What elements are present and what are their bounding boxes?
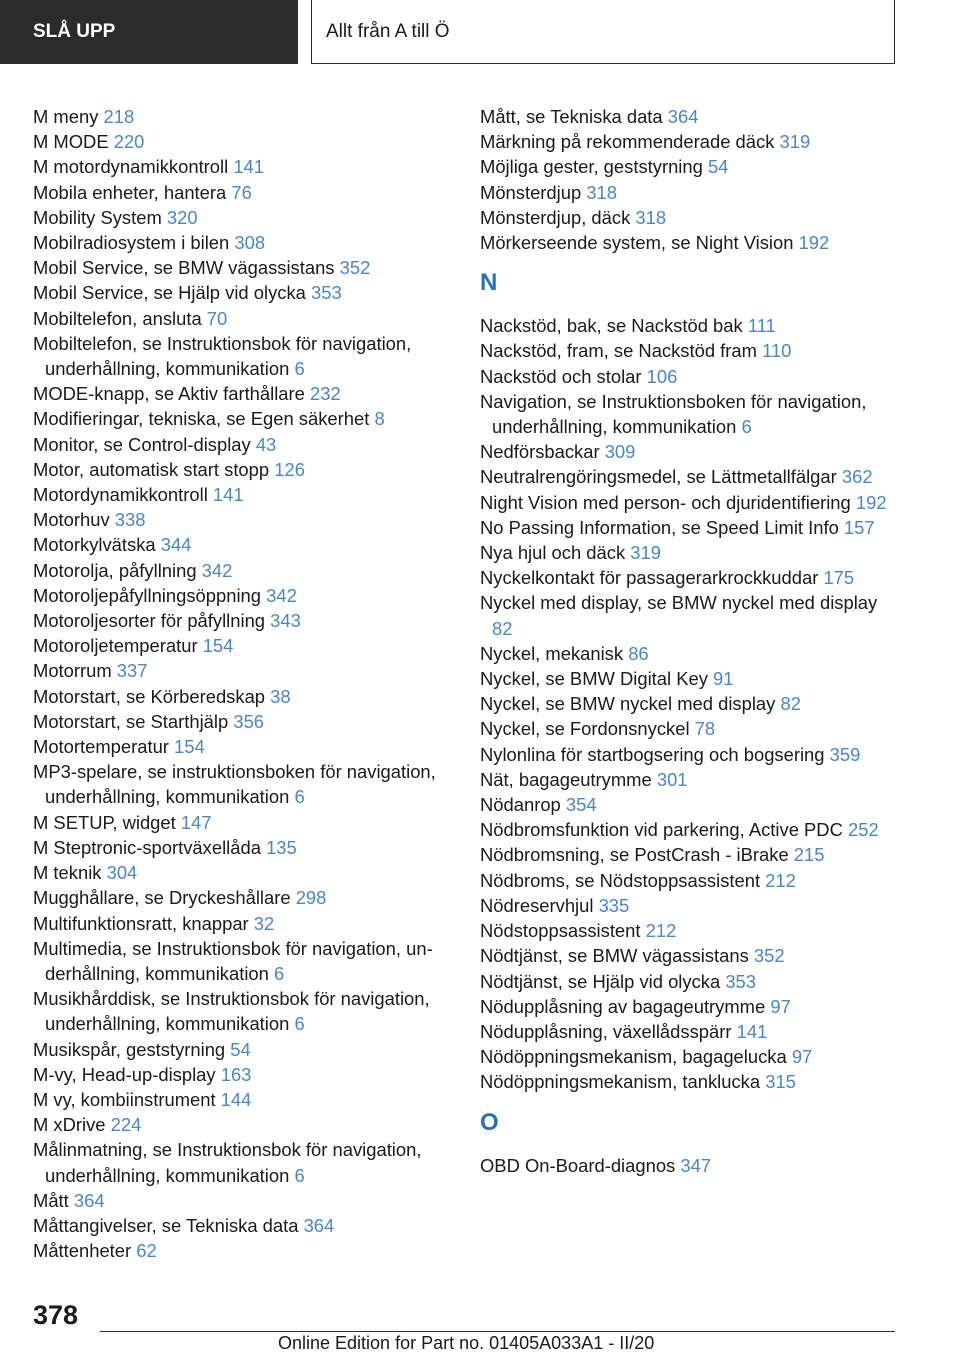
index-entry — [33, 1112, 453, 1137]
index-entry-term: Nödreservhjul — [480, 894, 599, 916]
page-reference-link[interactable]: 320 — [166, 206, 198, 228]
index-entry — [480, 313, 900, 338]
index-entry — [480, 792, 900, 817]
page-reference-link[interactable]: 70 — [206, 307, 228, 329]
page-reference-link[interactable]: 352 — [339, 257, 371, 279]
index-entry-term: Nyckel, se BMW Digital Key — [480, 668, 713, 690]
index-entry — [33, 608, 453, 633]
index-entry-term: Nackstöd, fram, se Nackstöd fram — [480, 340, 763, 362]
index-entry — [33, 583, 453, 608]
index-entry-term: Nyckel, mekanisk — [480, 642, 629, 664]
index-entry — [33, 885, 453, 910]
page-reference-link[interactable]: 32 — [253, 912, 275, 934]
index-entry — [33, 205, 453, 230]
index-entry — [33, 911, 453, 936]
index-entry-term: Mugghållare, se Dryckeshållare — [33, 887, 296, 909]
index-entry — [33, 1062, 453, 1087]
index-entry-term: Nödtjänst, se BMW vägassistans — [480, 945, 754, 967]
index-entry — [480, 490, 900, 515]
page-reference-link[interactable]: 147 — [180, 811, 212, 833]
index-entry-term: Måttangivelser, se Tekniska data — [33, 1214, 304, 1236]
index-entry — [480, 868, 900, 893]
index-column-left — [33, 104, 453, 1263]
index-entry — [33, 331, 453, 381]
index-entry-term: Motorolja, påfyllning — [33, 559, 202, 581]
index-entry-term: Motor, automatisk start stopp — [33, 458, 275, 480]
page-reference-link[interactable]: 352 — [753, 945, 785, 967]
page-reference-link[interactable]: 6 — [274, 962, 285, 984]
index-entry-term: M SETUP, widget — [33, 811, 181, 833]
index-entry-term: M teknik — [33, 862, 107, 884]
index-entry-term: Märkning på rekommenderade däck — [480, 131, 780, 153]
page-reference-link[interactable]: 8 — [374, 408, 385, 430]
page-reference-link[interactable]: 54 — [707, 156, 729, 178]
index-entry-term: Mönsterdjup, däck — [480, 206, 636, 228]
page-reference-link[interactable]: 364 — [667, 106, 699, 127]
page-reference-link[interactable]: 212 — [765, 869, 796, 891]
page-reference-link[interactable]: 220 — [113, 131, 145, 153]
page-reference-link[interactable]: 6 — [294, 786, 305, 808]
index-entry-term: Mobility System — [33, 206, 167, 228]
index-entry-term: Multimedia, se Instruktionsbok för navigation, underhållning, kommunikation — [33, 937, 433, 984]
index-entry-term: Musikspår, geststyrning — [33, 1038, 231, 1060]
tab-lookup[interactable]: SLÅ UPP — [0, 0, 298, 64]
index-entry — [480, 364, 900, 389]
index-entry-term: M MODE — [33, 131, 114, 153]
index-entry-term: M motordynamikkontroll — [33, 156, 234, 178]
index-entry — [33, 180, 453, 205]
page-reference-link[interactable]: 154 — [174, 736, 205, 758]
edition-text: Online Edition for Part no. 01405A033A1 - II/20 — [278, 1333, 655, 1353]
page-reference-link[interactable]: 298 — [295, 887, 327, 909]
page-reference-link[interactable]: 364 — [73, 1189, 105, 1211]
index-entry-term: Multifunktionsratt, knappar — [33, 912, 254, 934]
index-entry — [480, 641, 900, 666]
index-entry-term: M xDrive — [33, 1114, 111, 1136]
index-entry — [33, 1087, 453, 1112]
index-entry — [480, 1019, 900, 1044]
index-entry-term: Mobila enheter, hantera — [33, 181, 232, 203]
page-number: 378 — [33, 1300, 79, 1330]
page-reference-link[interactable]: 175 — [823, 567, 855, 589]
index-entry — [480, 154, 900, 179]
index-entry-term: Mått — [33, 1189, 74, 1211]
index-entry — [480, 742, 900, 767]
index-entry-term: Motorstart, se Körberedskap — [33, 685, 271, 707]
index-entry-term: Mobil Service, se BMW vägassistans — [33, 257, 340, 279]
index-entry-term: Motoroljetemperatur — [33, 635, 203, 657]
index-entry — [480, 515, 900, 540]
page-reference-link[interactable]: 353 — [311, 282, 342, 304]
page-reference-link[interactable]: 354 — [565, 794, 597, 816]
index-entry — [480, 338, 900, 363]
page-reference-link[interactable]: 319 — [630, 542, 661, 564]
page-reference-link[interactable]: 97 — [770, 995, 791, 1017]
page-reference-link[interactable]: 301 — [656, 768, 688, 790]
index-entry — [33, 1137, 453, 1187]
index-entry-term: Night Vision med person- och djuridentifiering — [480, 491, 856, 513]
page-reference-link[interactable]: 76 — [231, 181, 252, 203]
index-entry — [480, 540, 900, 565]
index-entry — [480, 918, 900, 943]
index-entry-term: Nödanrop — [480, 794, 566, 816]
index-entry-term: Nödtjänst, se Hjälp vid olycka — [480, 970, 726, 992]
index-entry — [480, 691, 900, 716]
index-group-n — [480, 313, 900, 1094]
index-entry-term: Mobiltelefon, se Instruktionsbok för navigation, underhållning, kommunikation — [33, 332, 412, 380]
index-entry-term: Nya hjul och däck — [480, 542, 631, 564]
index-entry-term: Nyckel, se BMW nyckel med display — [480, 693, 781, 715]
page-reference-link[interactable]: 362 — [841, 466, 873, 488]
index-entry — [33, 280, 453, 305]
index-entry-term: Nödbroms, se Nödstoppsassistent — [480, 869, 766, 891]
index-entry-term: No Passing Information, se Speed Limit Info — [480, 516, 844, 538]
index-entry — [33, 709, 453, 734]
index-entry-term: Motoroljepåfyllningsöppning — [33, 584, 267, 606]
index-entry — [33, 1188, 453, 1213]
index-entry-term: Modifieringar, tekniska, se Egen säkerhet — [33, 408, 375, 430]
index-entry-term: Nödöppningsmekanism, bagagelucka — [480, 1046, 792, 1068]
index-entry-term: Mobiltelefon, ansluta — [33, 307, 207, 329]
page-reference-link[interactable]: 126 — [274, 458, 305, 480]
index-entry-term: Nackstöd, bak, se Nackstöd bak — [480, 315, 748, 337]
page-reference-link[interactable]: 163 — [220, 1063, 252, 1085]
index-group-m — [480, 104, 900, 255]
index-column-right — [480, 104, 900, 1178]
index-entry — [33, 482, 453, 507]
index-entry — [33, 633, 453, 658]
index-entry — [33, 759, 453, 809]
index-entry-term: Motorrum — [33, 660, 117, 682]
page-reference-link[interactable]: 6 — [294, 1013, 305, 1035]
index-entry-term: Nackstöd och stolar — [480, 365, 647, 387]
page-reference-link[interactable]: 347 — [680, 1154, 712, 1176]
index-entry — [480, 590, 900, 640]
index-entry-term: Nödstoppsassistent — [480, 920, 646, 942]
page-reference-link[interactable]: 308 — [234, 232, 266, 254]
page-reference-link[interactable]: 353 — [725, 970, 757, 992]
page-reference-link[interactable]: 335 — [598, 894, 630, 916]
page-reference-link[interactable]: 86 — [628, 642, 649, 664]
index-entry — [480, 1069, 900, 1094]
index-entry — [33, 432, 453, 457]
index-entry — [480, 129, 900, 154]
index-entry-term: Nyckel, se Fordonsnyckel — [480, 718, 695, 740]
index-entry-term: M Steptronic-sportväxellåda — [33, 836, 267, 858]
index-entry-term: Neutralrengöringsmedel, se Lättmetallfälgar — [480, 466, 842, 488]
page-reference-link[interactable]: 218 — [103, 106, 135, 127]
index-entry — [480, 666, 900, 691]
section-letter-o: O — [480, 1108, 499, 1136]
index-entry — [480, 893, 900, 918]
index-entry-term: Nödbromsning, se PostCrash - iBrake — [480, 844, 794, 866]
index-entry — [33, 1213, 453, 1238]
index-entry — [33, 986, 453, 1036]
index-entry-term: M vy, kombiinstrument — [33, 1088, 221, 1110]
page-reference-link[interactable]: 144 — [220, 1088, 252, 1110]
index-entry — [480, 994, 900, 1019]
index-entry — [33, 1238, 453, 1263]
index-entry — [33, 129, 453, 154]
index-entry-term: M-vy, Head-up-display — [33, 1063, 221, 1085]
page-reference-link[interactable]: 78 — [694, 718, 716, 740]
page-reference-link[interactable]: 343 — [270, 610, 301, 632]
page-reference-link[interactable]: 192 — [855, 491, 887, 513]
index-entry — [33, 532, 453, 557]
index-entry-term: Mörkerseende system, se Night Vision — [480, 232, 799, 254]
page-reference-link[interactable]: 97 — [791, 1046, 813, 1068]
index-entry — [480, 205, 900, 230]
index-entry — [480, 817, 900, 842]
page-reference-link[interactable]: 62 — [136, 1240, 157, 1262]
index-entry-term: MP3-spelare, se instruktionsboken för navigation, underhållning, kommunikation — [33, 761, 436, 808]
page-reference-link[interactable]: 91 — [713, 668, 734, 690]
index-entry — [480, 716, 900, 741]
page-reference-link[interactable]: 319 — [779, 131, 811, 153]
page-reference-link[interactable]: 54 — [230, 1038, 251, 1060]
index-entry-term: Nyckelkontakt för passagerarkrockkuddar — [480, 567, 824, 589]
page-reference-link[interactable]: 43 — [255, 433, 277, 455]
index-entry — [33, 230, 453, 255]
page-reference-link[interactable]: 344 — [160, 534, 192, 556]
index-entry-term: Navigation, se Instruktionsboken för navigation, underhållning, kommunikation — [480, 390, 867, 438]
index-entry — [480, 389, 900, 439]
page-reference-link[interactable]: 6 — [294, 358, 305, 380]
tab-section-a-to-o[interactable]: Allt från A till Ö — [311, 0, 895, 64]
index-entry — [33, 860, 453, 885]
page-reference-link[interactable]: 318 — [635, 206, 667, 228]
page-reference-link[interactable]: 224 — [110, 1114, 142, 1136]
page-reference-link[interactable]: 356 — [233, 710, 265, 732]
index-entry-term: Nät, bagageutrymme — [480, 768, 657, 790]
page-reference-link[interactable]: 304 — [106, 862, 138, 884]
index-entry — [480, 1044, 900, 1069]
index-entry — [480, 767, 900, 792]
header-bar — [0, 0, 960, 66]
page-reference-link[interactable]: 110 — [762, 340, 792, 362]
page-reference-link[interactable]: 215 — [793, 844, 825, 866]
page-reference-link[interactable]: 111 — [747, 315, 776, 337]
page-reference-link[interactable]: 364 — [303, 1214, 335, 1236]
index-entry — [33, 306, 453, 331]
page-reference-link[interactable]: 342 — [266, 584, 297, 606]
index-entry — [33, 936, 453, 986]
page-reference-link[interactable]: 315 — [765, 1071, 796, 1093]
page-reference-link[interactable]: 141 — [212, 484, 244, 506]
index-entry-term: Nylonlina för startbogsering och bogsering — [480, 743, 830, 765]
index-entry-term: Möjliga gester, geststyrning — [480, 156, 708, 178]
index-entry — [33, 104, 453, 129]
page-reference-link[interactable]: 157 — [843, 516, 875, 538]
index-entry — [33, 507, 453, 532]
page-reference-link[interactable]: 82 — [492, 617, 513, 639]
index-entry-term: Mått, se Tekniska data — [480, 106, 668, 127]
index-group-o — [480, 1153, 900, 1178]
page-reference-link[interactable]: 338 — [114, 509, 146, 531]
index-entry — [480, 104, 900, 129]
index-entry-term: MODE-knapp, se Aktiv farthållare — [33, 383, 310, 405]
page-reference-link[interactable]: 154 — [202, 635, 234, 657]
index-entry — [480, 464, 900, 489]
page-reference-link[interactable]: 309 — [604, 441, 636, 463]
index-entry — [33, 255, 453, 280]
section-letter-n: N — [480, 269, 498, 297]
index-entry — [480, 439, 900, 464]
index-entry — [33, 810, 453, 835]
page-reference-link[interactable]: 359 — [829, 743, 861, 765]
index-entry-term: Musikhårddisk, se Instruktionsbok för navigation, underhållning, kommunikation — [33, 988, 430, 1035]
index-entry — [33, 835, 453, 860]
footer-divider — [100, 1331, 895, 1332]
index-entry-term: Nödöppningsmekanism, tanklucka — [480, 1071, 766, 1093]
index-entry — [480, 565, 900, 590]
index-entry — [480, 230, 900, 255]
index-entry — [33, 684, 453, 709]
index-entry — [33, 457, 453, 482]
index-entry-term: Motorkylvätska — [33, 534, 161, 556]
index-entry-term: Monitor, se Control-display — [33, 433, 256, 455]
index-entry-term: Motordynamikkontroll — [33, 484, 213, 506]
page-reference-link[interactable]: 106 — [646, 365, 678, 387]
page-reference-link[interactable]: 252 — [847, 819, 879, 841]
index-entry-term: Mobil Service, se Hjälp vid olycka — [33, 282, 312, 304]
index-entry-term: OBD On-Board-diagnos — [480, 1154, 681, 1176]
index-entry — [33, 1037, 453, 1062]
index-entry-term: Motoroljesorter för påfyllning — [33, 610, 271, 632]
index-entry-term: Mobilradiosystem i bilen — [33, 232, 235, 254]
page-reference-link[interactable]: 38 — [270, 685, 291, 707]
index-entry — [33, 658, 453, 683]
index-entry-term: Nödupplåsning av bagageutrymme — [480, 995, 771, 1017]
page-reference-link[interactable]: 135 — [266, 836, 297, 858]
index-entry — [480, 1153, 900, 1178]
index-entry-term: Nödupplåsning, växellådsspärr — [480, 1020, 737, 1042]
page-reference-link[interactable]: 192 — [798, 232, 830, 254]
index-entry — [33, 154, 453, 179]
page-reference-link[interactable]: 232 — [310, 383, 341, 405]
index-entry-term: Motorstart, se Starthjälp — [33, 710, 234, 732]
index-entry — [33, 406, 453, 431]
index-entry-term: Mönsterdjup — [480, 181, 587, 203]
page-reference-link[interactable]: 141 — [233, 156, 264, 178]
page-reference-link[interactable]: 212 — [645, 920, 677, 942]
index-entry-term: Nedförsbackar — [480, 441, 605, 463]
index-entry-term: Nödbromsfunktion vid parkering, Active PDC — [480, 819, 848, 841]
index-entry-term: Målinmatning, se Instruktionsbok för navigation, underhållning, kommunikation — [33, 1139, 422, 1186]
page-reference-link[interactable]: 6 — [294, 1164, 305, 1186]
index-entry-term: Måttenheter — [33, 1240, 137, 1262]
page-reference-link[interactable]: 318 — [586, 181, 617, 203]
index-entry-term: M meny — [33, 106, 104, 127]
index-entry — [33, 734, 453, 759]
index-entry-term: Motorhuv — [33, 509, 115, 531]
page-reference-link[interactable]: 337 — [116, 660, 148, 682]
index-entry — [480, 943, 900, 968]
index-entry-term: Nyckel med display, se BMW nyckel med display — [480, 592, 878, 614]
footer-edition — [278, 1333, 654, 1354]
index-entry — [480, 180, 900, 205]
index-entry — [33, 381, 453, 406]
page-reference-link[interactable]: 342 — [201, 559, 233, 581]
index-entry — [33, 558, 453, 583]
page-reference-link[interactable]: 82 — [780, 693, 801, 715]
index-entry — [480, 842, 900, 867]
index-entry-term: Motortemperatur — [33, 736, 175, 758]
page-reference-link[interactable]: 141 — [736, 1020, 768, 1042]
page-reference-link[interactable]: 6 — [741, 416, 752, 438]
index-entry — [480, 969, 900, 994]
